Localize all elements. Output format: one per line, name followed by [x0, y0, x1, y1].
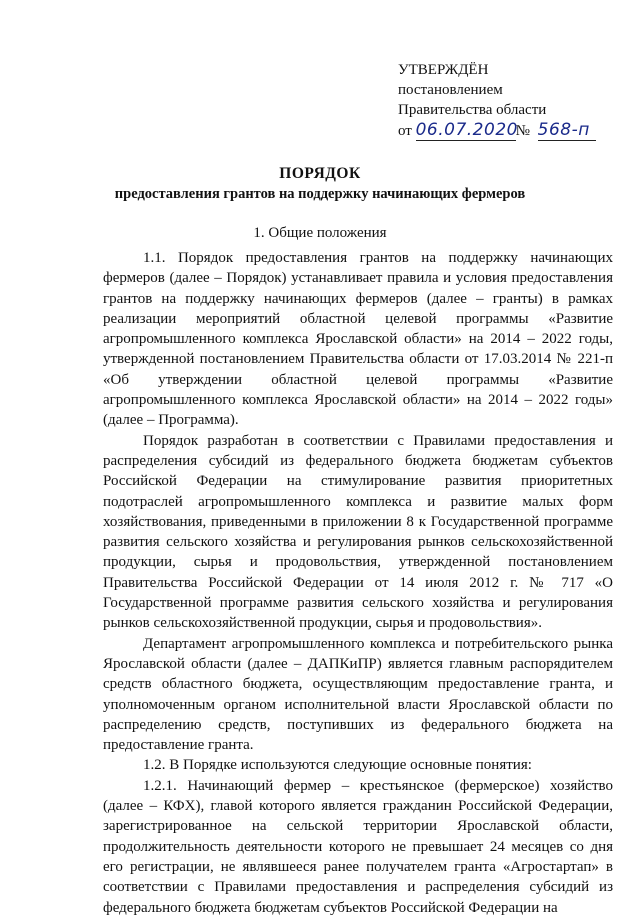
document-title: ПОРЯДОК [279, 165, 361, 182]
approval-date-line [398, 120, 596, 141]
approval-from-label: от [398, 123, 412, 139]
approval-by: постановлением [398, 82, 503, 98]
paragraph: 1.2. В Порядке используются следующие основные понятия: [143, 757, 532, 774]
paragraph: Департамент агропромышленного комплекса и потребительского рынка Ярославской области (далее – ДАПКиПР) является главным распорядителем средств областного бюджета, осуществляющим предоставление гранта, и уполномоченным органом исполнительной власти Ярославской области по распределению средств, поступивших из федерального бюджета на предоставление гранта. [103, 635, 613, 754]
paragraph: 1.2.1. Начинающий фермер – крестьянское (фермерское) хозяйство (далее – КФХ), главой которого является гражданин Российской Федерации, зарегистрированное на сельской территории Ярославской области, продолжительность деятельности которого не превышает 24 месяцев со дня его регистрации, не являвшееся ранее получателем гранта «Агростартап» в соответствии с Правилами предоставления и распределения субсидий из федерального бюджета бюджетам субъектов Российской Федерации на [103, 777, 613, 916]
handwritten-date: 06.07.2020 [415, 120, 518, 140]
handwritten-number: 568-п [538, 120, 596, 141]
approval-number-label: № [515, 123, 530, 139]
document-body [103, 248, 613, 918]
paragraph: Порядок разработан в соответствии с Правилами предоставления и распределения субсидий из федерального бюджета бюджетам субъектов Российской Федерации на стимулирование развития приоритетных подотраслей агропромышленного комплекса и развитие малых форм хозяйствования, приведенными в приложении 8 к Государственной программе развития сельского хозяйства и регулирования рынков сельскохозяйственной продукции, сырья и продовольствия, утвержденной постановлением Правительства Российской Федерации от 14 июля 2012 г. № 717 «О Государственной программе развития сельского хозяйства и регулирования рынков сельскохозяйственной продукции, сырья и продовольствия». [103, 432, 613, 632]
approval-stamp-block [398, 60, 596, 141]
approval-title: УТВЕРЖДЁН [398, 62, 489, 78]
paragraph: 1.1. Порядок предоставления грантов на поддержку начинающих фермеров (далее – Порядок) устанавливает правила и условия предоставления грантов на поддержку начинающих фермеров (далее – гранты) в рамках реализации мероприятий областной целевой программы «Развитие агропромышленного комплекса Ярославской области» на 2014 – 2022 годы, утвержденной постановлением Правительства области от 17.03.2014 № 221-п «Об утверждении областной целевой программы «Развитие агропромышленного комплекса Ярославской области» на 2014 – 2022 годы» (далее – Программа). [103, 250, 613, 429]
document-subtitle: предоставления грантов на поддержку начинающих фермеров [114, 186, 526, 202]
section-heading: 1. Общие положения [253, 225, 387, 241]
approval-authority: Правительства области [398, 102, 547, 118]
